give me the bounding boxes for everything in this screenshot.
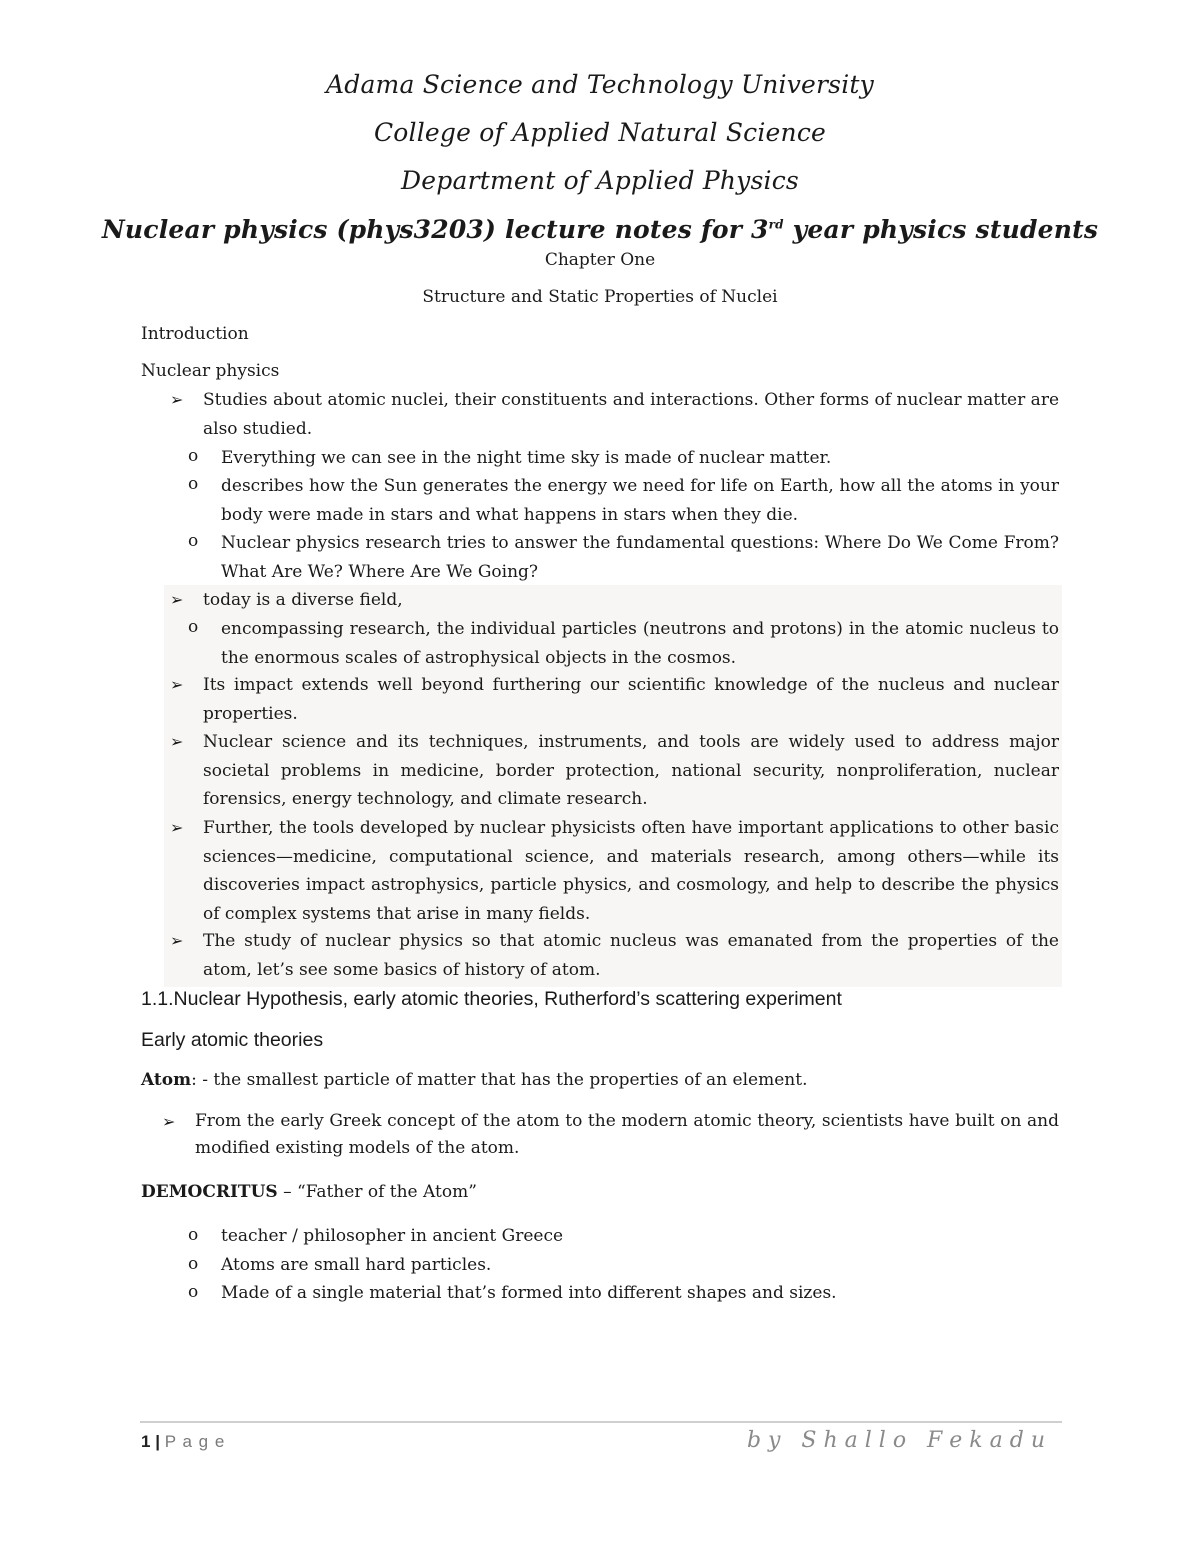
author-signature: b y S h a l l o F e k a d u — [746, 1428, 1045, 1453]
arrow-bullet-icon: ➢ — [170, 390, 184, 409]
atom-definition — [141, 1066, 807, 1095]
atom-bullet: From the early Greek concept of the atom to the modern atomic theory, scientists have built on and modified existing models of the atom. — [195, 1111, 1059, 1158]
atom-definition-text: : - the smallest particle of matter that has the properties of an element. — [191, 1070, 808, 1090]
arrow-bullet-icon: ➢ — [170, 818, 184, 837]
intro-bullet-1: Studies about atomic nuclei, their constituents and interactions. Other forms of nuclear matter are also studied. — [203, 390, 1059, 439]
democritus-item-2: Atoms are small hard particles. — [221, 1255, 492, 1275]
college-name: College of Applied Natural Science — [373, 118, 827, 147]
arrow-bullet-icon: ➢ — [170, 732, 184, 751]
intro-bullet-6: The study of nuclear physics so that atomic nucleus was emanated from the properties of the atom, let’s see some basics of history of atom. — [203, 931, 1059, 980]
intro-bullet-2: today is a diverse field, — [203, 590, 403, 610]
chapter-title: Structure and Static Properties of Nuclei — [422, 287, 778, 307]
circle-bullet-icon: o — [188, 1225, 199, 1245]
democritus-item-3: Made of a single material that’s formed into different shapes and sizes. — [221, 1283, 837, 1303]
circle-bullet-icon: o — [188, 474, 199, 494]
circle-bullet-icon: o — [188, 446, 199, 466]
page-label: P a g e — [164, 1432, 226, 1451]
circle-bullet-icon: o — [188, 1282, 199, 1302]
circle-bullet-icon: o — [188, 617, 199, 637]
course-title-superscript: rd — [768, 217, 784, 232]
department-name: Department of Applied Physics — [401, 166, 799, 195]
intro-bullet-5: Further, the tools developed by nuclear physicists often have important applications to other basic sciences—medicine, computational science, and materials research, among others—while its discoveries impact astrophysics, particle physics, and cosmology, and help to describe the physics of complex systems that arise in many fields. — [203, 818, 1059, 924]
intro-bullet-2-sub-1: encompassing research, the individual particles (neutrons and protons) in the atomic nucleus to the enormous scales of astrophysical objects in the cosmos. — [221, 619, 1059, 668]
intro-subheading: Nuclear physics — [141, 361, 280, 381]
section-heading: 1.1.Nuclear Hypothesis, early atomic theories, Rutherford’s scattering experiment — [141, 988, 842, 1010]
arrow-bullet-icon: ➢ — [170, 590, 184, 609]
circle-bullet-icon: o — [188, 1254, 199, 1274]
course-title-end: year physics students — [783, 215, 1099, 244]
arrow-bullet-icon: ➢ — [170, 675, 184, 694]
course-title — [0, 215, 1200, 244]
page-separator: | — [155, 1432, 160, 1451]
footer-page — [141, 1432, 225, 1452]
intro-bullet-1-sub-3: Nuclear physics research tries to answer the fundamental questions: Where Do We Come From? What Are We? Where Are We Going? — [221, 533, 1059, 582]
democritus-item-1: teacher / philosopher in ancient Greece — [221, 1226, 564, 1246]
democritus-name: DEMOCRITUS — [141, 1182, 278, 1202]
intro-heading: Introduction — [141, 324, 249, 344]
democritus-title: – “Father of the Atom” — [277, 1182, 477, 1202]
chapter-number: Chapter One — [544, 250, 656, 270]
page-number: 1 — [141, 1432, 151, 1451]
intro-bullet-4: Nuclear science and its techniques, instruments, and tools are widely used to address major societal problems in medicine, border protection, national security, nonproliferation, nuclear forensics, energy technology, and climate research. — [203, 732, 1059, 809]
footer-divider — [140, 1421, 1062, 1423]
democritus-heading — [141, 1178, 477, 1207]
university-name: Adama Science and Technology University — [326, 70, 874, 99]
section-subheading: Early atomic theories — [141, 1029, 324, 1051]
arrow-bullet-icon: ➢ — [170, 931, 184, 950]
arrow-bullet-icon: ➢ — [162, 1112, 176, 1131]
atom-term: Atom — [141, 1070, 192, 1090]
course-title-main: Nuclear physics (phys3203) lecture notes for 3 — [101, 215, 769, 244]
intro-bullet-1-sub-2: describes how the Sun generates the energy we need for life on Earth, how all the atoms in your body were made in stars and what happens in stars when they die. — [221, 476, 1059, 525]
intro-bullet-3: Its impact extends well beyond furthering our scientific knowledge of the nucleus and nuclear properties. — [203, 675, 1059, 724]
circle-bullet-icon: o — [188, 531, 199, 551]
intro-bullet-1-sub-1: Everything we can see in the night time sky is made of nuclear matter. — [221, 448, 832, 468]
